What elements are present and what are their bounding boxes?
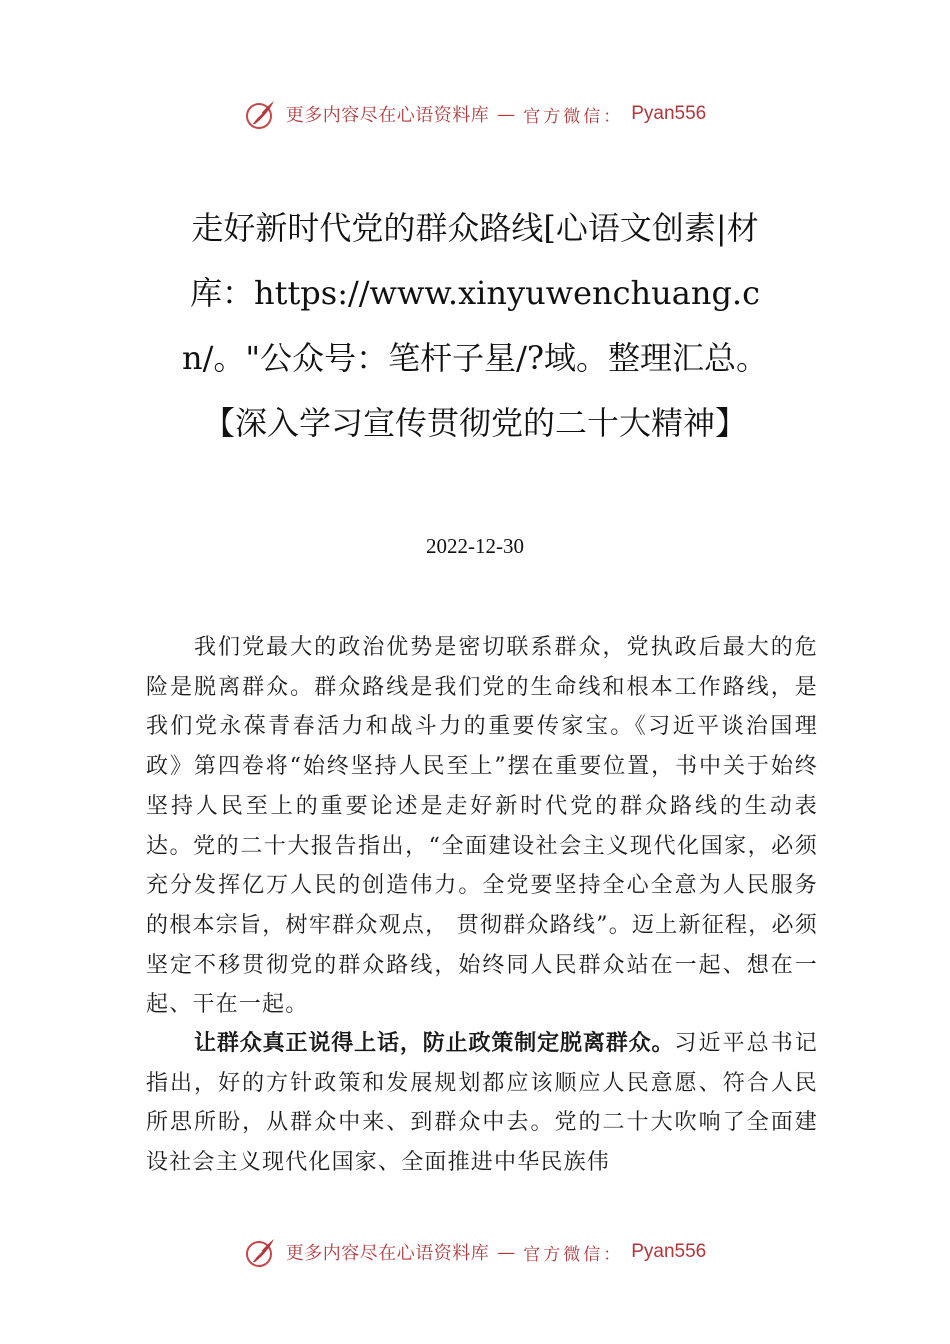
promo-separator: — bbox=[497, 1241, 516, 1263]
promo-text: 更多内容尽在心语资料库 bbox=[285, 105, 490, 126]
header-banner bbox=[0, 94, 950, 134]
promo-separator: — bbox=[497, 103, 516, 125]
footer-banner bbox=[0, 1232, 950, 1272]
document-date: 2022-12-30 bbox=[426, 534, 524, 558]
document-title: 走好新时代党的群众路线[心语文创素|材库：https://www.xinyuwenchuang.cn/。"公众号：笔杆子星/?域。整理汇总。【深入学习宣传贯彻党的二十大精神】 bbox=[181, 209, 769, 442]
quill-pen-logo-icon bbox=[244, 1235, 278, 1269]
paragraph-2-text: 习近平总书记指出，好的方针政策和发展规划都应该顺应人民意愿、符合人民所思所盼，从群众中来、到群众中去。党的二十大吹响了全面建设社会主义现代化国家、全面推进中华民族伟 bbox=[146, 1031, 818, 1176]
wechat-id: Pyan556 bbox=[631, 1241, 707, 1262]
paragraph-lead-bold: 让群众真正说得上话，防止政策制定脱离群众。 bbox=[194, 1031, 675, 1056]
wechat-label: 官方微信： bbox=[523, 1244, 624, 1265]
wechat-id: Pyan556 bbox=[631, 103, 707, 124]
body-paragraph-1: 我们党最大的政治优势是密切联系群众，党执政后最大的危险是脱离群众。群众路线是我们党的生命线和根本工作路线，是我们党永葆青春活力和战斗力的重要传家宝。《习近平谈治国理政》第四卷将“始终坚持人民至上”摆在重要位置，书中关于始终坚持人民至上的重要论述是走好新时代党的群众路线的生动表达。党的二十大报告指出，“全面建设社会主义现代化国家，必须充分发挥亿万人民的创造伟力。全党要坚持全心全意为人民服务的根本宗旨，树牢群众观点， 贯彻群众路线”。迈上新征程，必须坚定不移贯彻党的群众路线，始终同人民群众站在一起、想在一起、干在一起。 bbox=[146, 635, 818, 1018]
wechat-label: 官方微信： bbox=[523, 106, 624, 127]
promo-text: 更多内容尽在心语资料库 bbox=[285, 1243, 490, 1264]
quill-pen-logo-icon bbox=[244, 97, 278, 131]
body-paragraph-2 bbox=[146, 1024, 818, 1183]
